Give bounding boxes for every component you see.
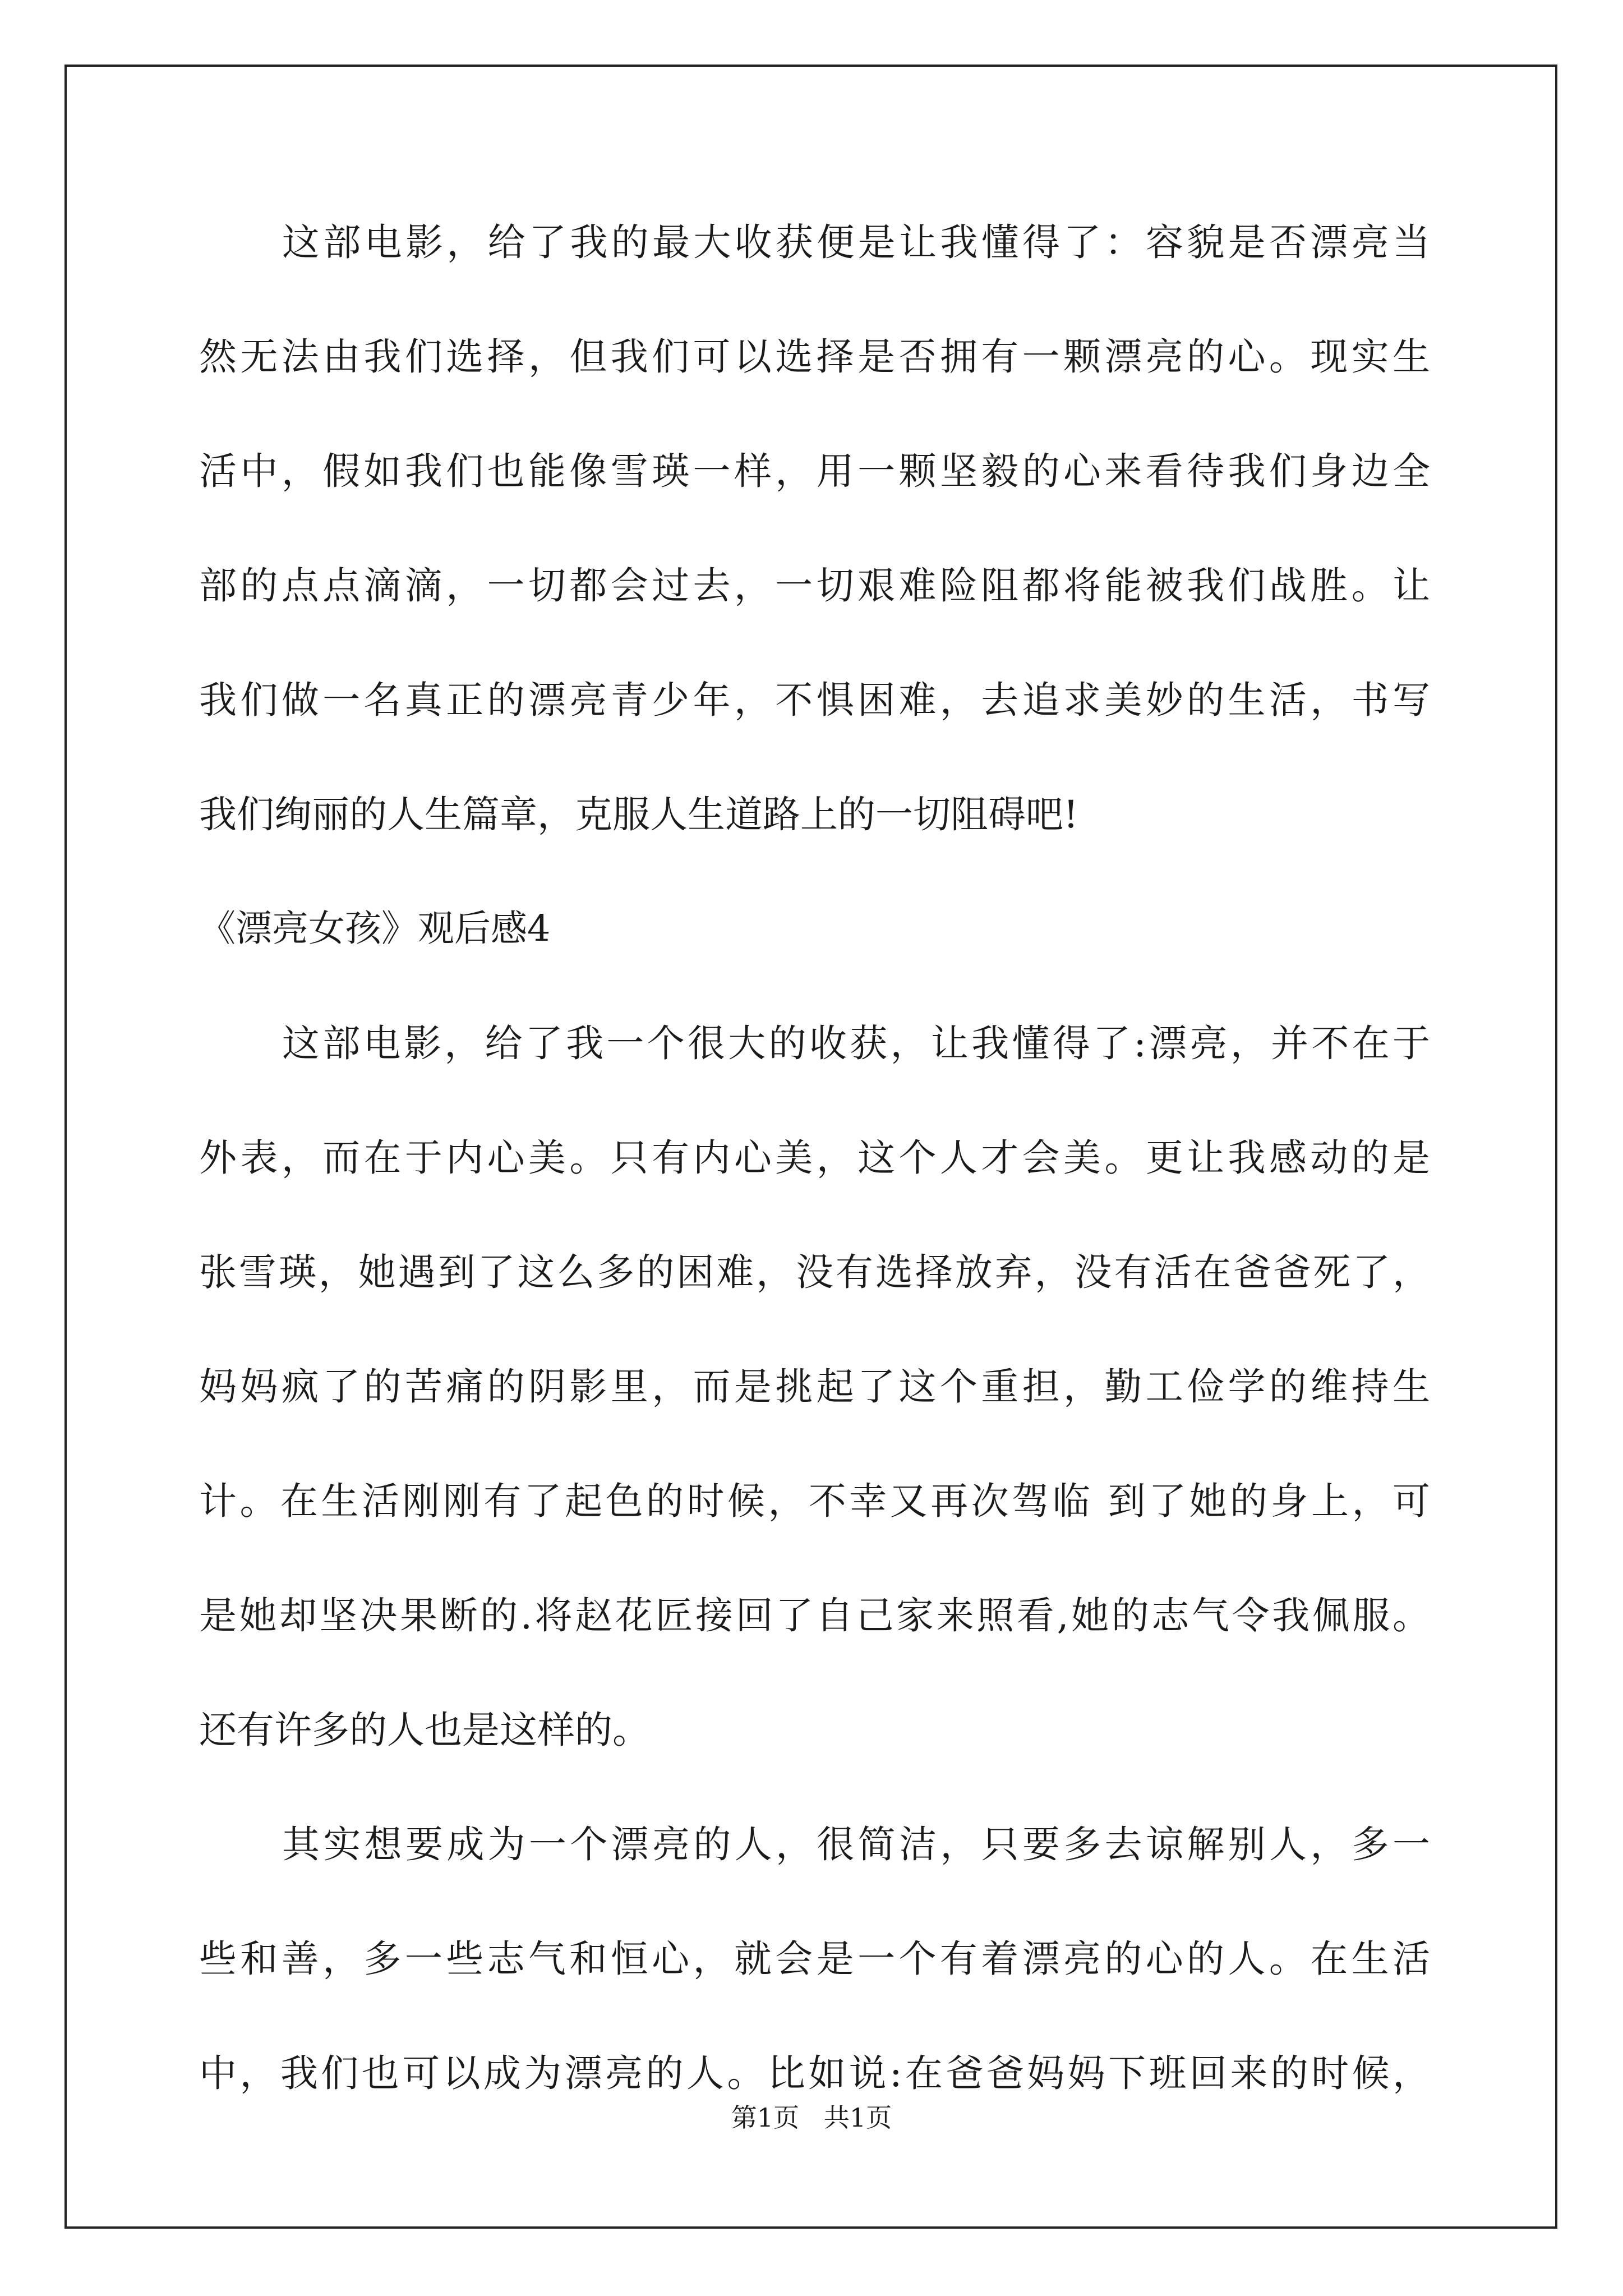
paragraph-line: 是她却坚决果断的.将赵花匠接回了自己家来照看,她的志气令我佩服。 [199, 1594, 1430, 1637]
paragraph-line: 外表，而在于内心美。只有内心美，这个人才会美。更让我感动的是 [199, 1136, 1430, 1180]
section-heading: 《漂亮女孩》观后感4 [199, 908, 551, 950]
paragraph-line: 这部电影，给了我的最大收获便是让我懂得了：容貌是否漂亮当 [282, 220, 1430, 264]
document-body [199, 209, 1430, 2154]
paragraph-line: 中，我们也可以成为漂亮的人。比如说:在爸爸妈妈下班回来的时候， [199, 2051, 1430, 2095]
paragraph-line: 还有许多的人也是这样的。 [199, 1708, 650, 1752]
paragraph-line: 妈妈疯了的苦痛的阴影里，而是挑起了这个重担，勤工俭学的维持生 [199, 1365, 1430, 1409]
paragraph-line: 然无法由我们选择，但我们可以选择是否拥有一颗漂亮的心。现实生 [199, 335, 1430, 379]
paragraph-line: 部的点点滴滴，一切都会过去，一切艰难险阻都将能被我们战胜。让 [199, 564, 1430, 608]
paragraph-line: 张雪瑛，她遇到了这么多的困难，没有选择放弃，没有活在爸爸死了， [199, 1250, 1430, 1294]
paragraph-2 [199, 1010, 1430, 1811]
paragraph-line: 计。在生活刚刚有了起色的时候，不幸又再次驾临 到了她的身上，可 [199, 1479, 1430, 1523]
paragraph-line: 活中，假如我们也能像雪瑛一样，用一颗坚毅的心来看待我们身边全 [199, 449, 1430, 493]
page-number-footer: 第1页 共1页 [731, 2102, 892, 2133]
paragraph-line: 我们做一名真正的漂亮青少年，不惧困难，去追求美妙的生活，书写 [199, 678, 1430, 722]
paragraph-1 [199, 209, 1430, 895]
paragraph-line: 些和善，多一些志气和恒心，就会是一个有着漂亮的心的人。在生活 [199, 1937, 1430, 1981]
paragraph-line: 其实想要成为一个漂亮的人，很简洁，只要多去谅解别人，多一 [282, 1823, 1430, 1866]
paragraph-line: 我们绚丽的人生篇章，克服人生道路上的一切阻碍吧! [199, 793, 1078, 836]
paragraph-line: 这部电影，给了我一个很大的收获，让我懂得了:漂亮，并不在于 [282, 1022, 1430, 1065]
